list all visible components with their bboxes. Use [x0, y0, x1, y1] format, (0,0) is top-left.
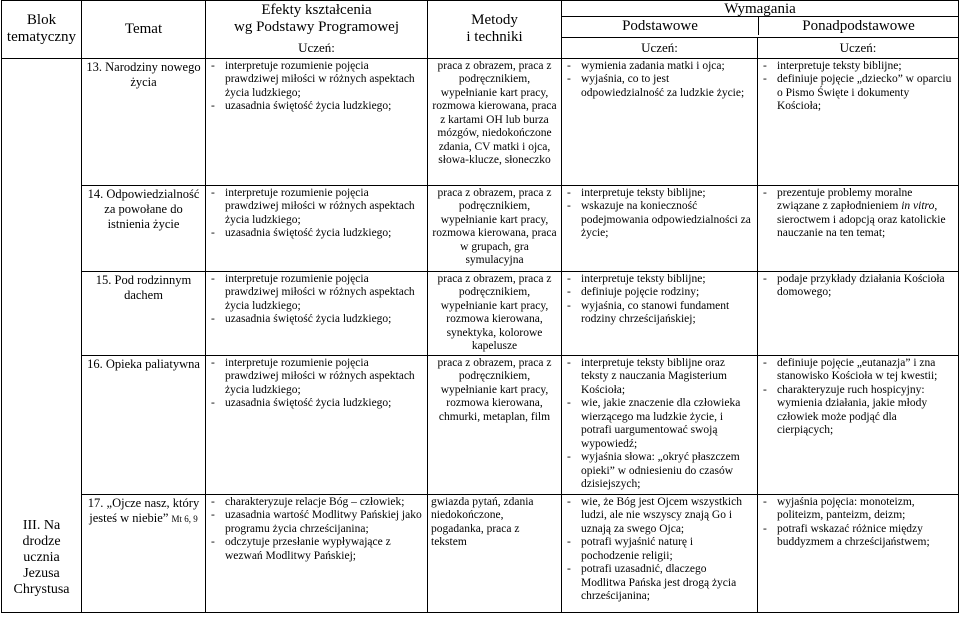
efekty-13 — [206, 58, 428, 185]
header-wymagania-label: Wymagania — [562, 2, 958, 17]
list-item: - definiuje pojęcie „dziecko” w oparciu o Pismo Święte i dokumenty Kościoła; — [761, 73, 955, 114]
podstawowe-16 — [562, 355, 758, 494]
topic-17 — [82, 494, 206, 612]
list-item: - interpretuje rozumienie pojęcia prawdziwej miłości w różnych aspektach życia ludzkiego; — [209, 60, 424, 101]
metody-13: praca z obrazem, praca z podręcznikiem, wypełnianie kart pracy, rozmowa kierowana, praca z kartami OH lub burza mózgów, niedokończone zdania, CV matki i ojca, słowa-klucze, słoneczko — [428, 58, 562, 185]
table-row — [2, 185, 959, 271]
table-row — [2, 58, 959, 185]
efekty-17 — [206, 494, 428, 612]
list-item: - uzasadnia świętość życia ludzkiego; — [209, 227, 424, 241]
list-item: - interpretuje teksty biblijne oraz teksty z nauczania Magisterium Kościoła; — [565, 357, 754, 398]
list-item: - uzasadnia świętość życia ludzkiego; — [209, 397, 424, 411]
block-name: III. Na drodze ucznia Jezusa Chrystusa — [2, 58, 82, 612]
ponad-17 — [758, 494, 959, 612]
header-blok: Blok tematyczny — [2, 1, 82, 59]
topic-17-title: 17. „Ojcze nasz, który jesteś w niebie” — [87, 495, 200, 525]
list-item: - wyjaśnia, co to jest odpowiedzialność za ludzkie życie; — [565, 73, 754, 100]
header-metody — [428, 1, 562, 59]
list-item: - uzasadnia świętość życia ludzkiego; — [209, 313, 424, 327]
header-metody-line2: i techniki — [466, 29, 523, 46]
header-wymagania — [562, 1, 959, 38]
efekty-14 — [206, 185, 428, 271]
list-item: - uzasadnia świętość życia ludzkiego; — [209, 100, 424, 114]
table-row — [2, 355, 959, 494]
list-item: - charakteryzuje relacje Bóg – człowiek; — [209, 496, 424, 510]
list-item: - potrafi wskazać różnice między buddyzmem a chrześcijaństwem; — [761, 523, 955, 550]
metody-16: praca z obrazem, praca z podręcznikiem, wypełnianie kart pracy, rozmowa kierowana, chmurki, metaplan, film — [428, 355, 562, 494]
list-item: - wymienia zadania matki i ojca; — [565, 60, 754, 74]
list-item: - potrafi uzasadnić, dlaczego Modlitwa Pańska jest drogą życia chrześcijanina; — [565, 563, 754, 604]
podstawowe-13 — [562, 58, 758, 185]
header-podstawowe: Podstawowe — [562, 17, 759, 35]
header-ponad-uczen: Uczeń: — [758, 37, 959, 58]
list-item: - wyjaśnia, co stanowi fundament rodziny chrześcijańskiej; — [565, 300, 754, 327]
podstawowe-15 — [562, 271, 758, 355]
list-item: - interpretuje rozumienie pojęcia prawdziwej miłości w różnych aspektach życia ludzkiego; — [209, 357, 424, 398]
metody-17: gwiazda pytań, zdania niedokończone, pogadanka, praca z tekstem — [428, 494, 562, 612]
header-temat: Temat — [82, 1, 206, 59]
efekty-16 — [206, 355, 428, 494]
header-efekty-line2: wg Podstawy Programowej — [234, 19, 399, 35]
list-item: - interpretuje teksty biblijne; — [565, 273, 754, 287]
table-row — [2, 271, 959, 355]
list-item: - definiuje pojęcie rodziny; — [565, 286, 754, 300]
list-item: - wyjaśnia słowa: „okryć płaszczem opieki” w odniesieniu do czasów dzisiejszych; — [565, 451, 754, 492]
metody-15: praca z obrazem, praca z podręcznikiem, wypełnianie kart pracy, rozmowa kierowana, synektyka, kolorowe kapelusze — [428, 271, 562, 355]
list-item: - interpretuje rozumienie pojęcia prawdziwej miłości w różnych aspektach życia ludzkiego; — [209, 187, 424, 228]
list-item: - potrafi wyjaśnić naturę i pochodzenie religii; — [565, 536, 754, 563]
header-efekty — [206, 1, 428, 38]
table-row — [2, 494, 959, 612]
ponad-14-text-pre: prezentuje problemy moralne związane z zapłodnieniem — [777, 186, 913, 212]
list-item: - wyjaśnia pojęcia: monoteizm, politeizm, panteizm, deizm; — [761, 496, 955, 523]
list-item: - interpretuje teksty biblijne; — [565, 187, 754, 201]
metody-14: praca z obrazem, praca z podręcznikiem, wypełnianie kart pracy, rozmowa kierowana, praca w grupach, gra symulacyjna — [428, 185, 562, 271]
topic-16: 16. Opieka paliatywna — [82, 355, 206, 494]
ponad-15 — [758, 271, 959, 355]
ponad-13 — [758, 58, 959, 185]
list-item: - odczytuje przesłanie wypływające z wezwań Modlitwy Pańskiej; — [209, 536, 424, 563]
header-efekty-line1: Efekty kształcenia — [261, 2, 372, 18]
ponad-16 — [758, 355, 959, 494]
list-item: - wie, jakie znaczenie dla człowieka wierzącego ma ludzkie życie, i potrafi uargumentować swoją wypowiedź; — [565, 397, 754, 451]
header-podstawowe-uczen: Uczeń: — [562, 37, 758, 58]
topic-14: 14. Odpowiedzialność za powołane do istnienia życie — [82, 185, 206, 271]
topic-13: 13. Narodziny nowego życia — [82, 58, 206, 185]
header-metody-line1: Metody — [471, 12, 518, 29]
list-item: - wskazuje na konieczność podejmowania odpowiedzialności za życie; — [565, 200, 754, 241]
podstawowe-17 — [562, 494, 758, 612]
podstawowe-14 — [562, 185, 758, 271]
list-item: - interpretuje rozumienie pojęcia prawdziwej miłości w różnych aspektach życia ludzkiego; — [209, 273, 424, 314]
topic-15: 15. Pod rodzinnym dachem — [82, 271, 206, 355]
topic-17-ref: Mt 6, 9 — [171, 513, 198, 524]
list-item: - definiuje pojęcie „eutanazja” i zna stanowisko Kościoła w tej kwestii; — [761, 357, 955, 384]
curriculum-table — [1, 0, 959, 613]
list-item: - podaje przykłady działania Kościoła domowego; — [761, 273, 955, 300]
ponad-14-text-italic: in vitro — [901, 200, 935, 212]
ponad-14 — [758, 185, 959, 271]
list-item: - interpretuje teksty biblijne; — [761, 60, 955, 74]
header-efekty-uczen: Uczeń: — [206, 37, 428, 58]
header-ponadpodstawowe: Ponadpodstawowe — [802, 18, 915, 35]
list-item — [761, 187, 955, 241]
list-item: - wie, że Bóg jest Ojcem wszystkich ludzi, ale nie wszyscy znają Go i uznają za swego Ojca; — [565, 496, 754, 537]
list-item: - charakteryzuje ruch hospicyjny: wymienia działania, jakie młody człowiek może podjąć dla cierpiących; — [761, 384, 955, 438]
efekty-15 — [206, 271, 428, 355]
list-item: - uzasadnia wartość Modlitwy Pańskiej jako programu życia chrześcijanina; — [209, 509, 424, 536]
ponad-14-text-post: , sieroctwem i adopcją oraz katolickie nauczanie na ten temat; — [777, 200, 946, 239]
